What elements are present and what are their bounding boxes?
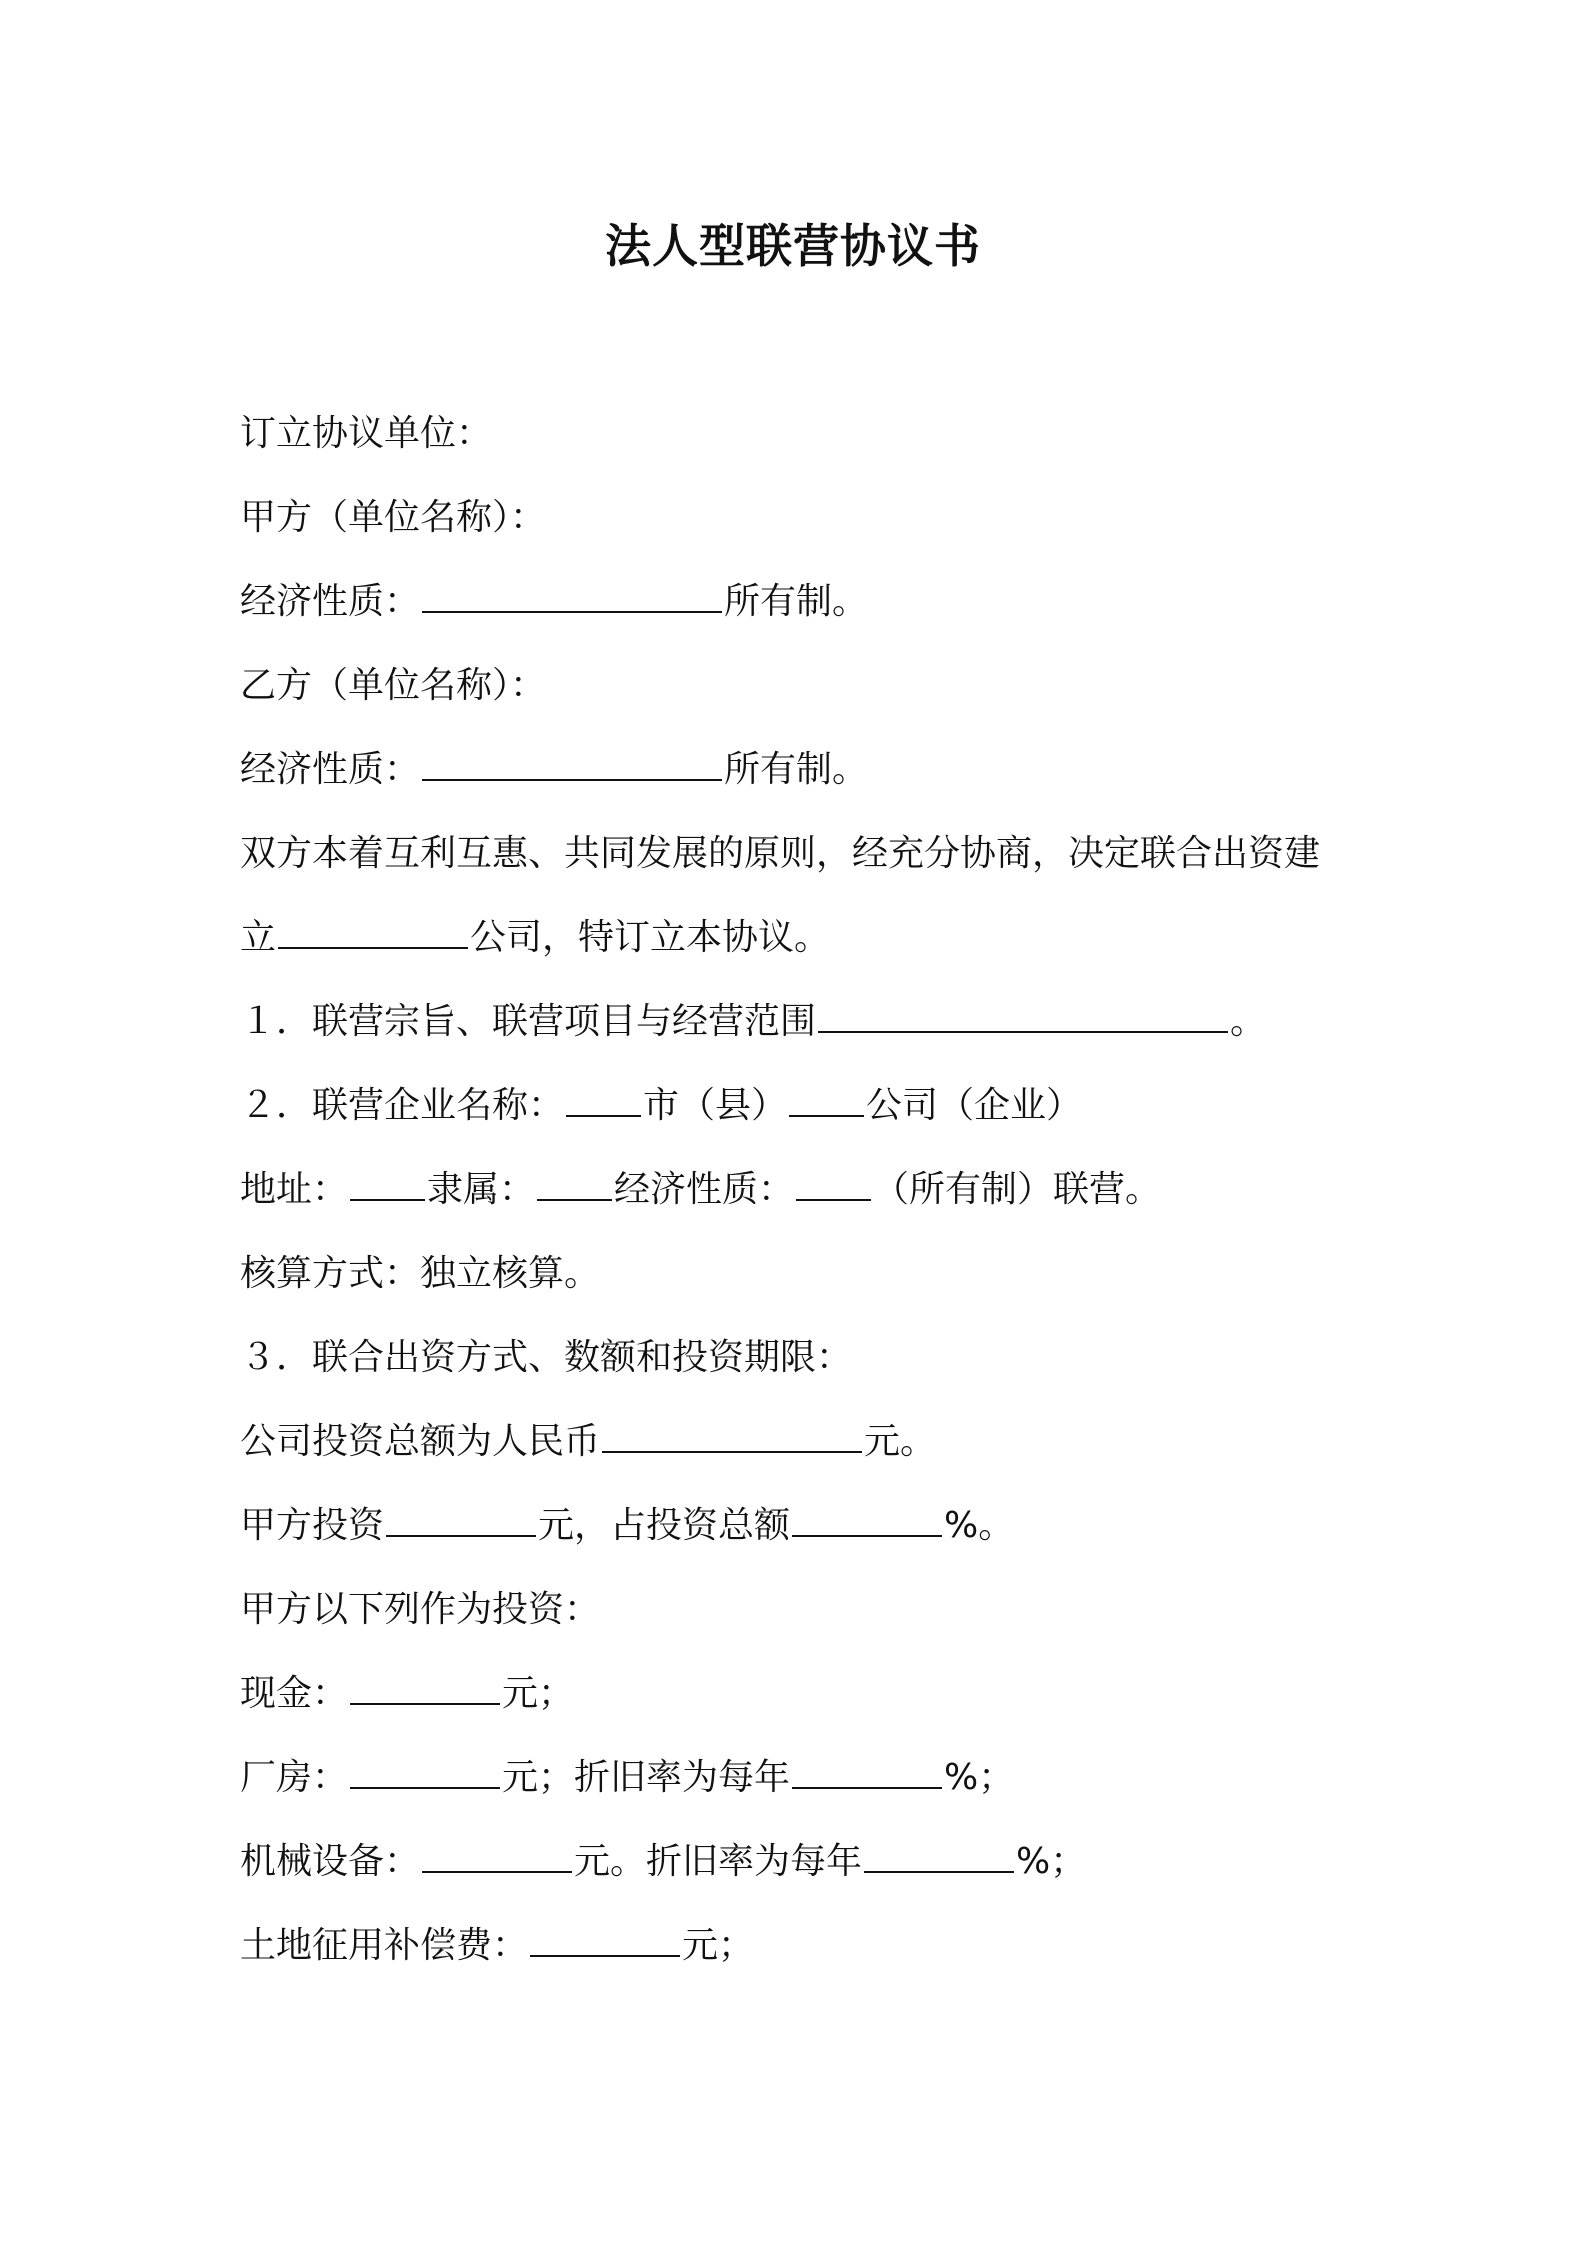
- text: 隶属：: [427, 1169, 536, 1210]
- text: 元。: [864, 1421, 937, 1462]
- text: 元；: [682, 1925, 755, 1966]
- label: 经济性质：: [240, 581, 421, 622]
- cash-line: [240, 1664, 574, 1724]
- machinery-line: [240, 1832, 1086, 1892]
- text: 。: [1230, 1001, 1267, 1042]
- party-b-name-line: [240, 656, 546, 716]
- fill-in-blank[interactable]: [818, 995, 1228, 1033]
- fill-in-blank[interactable]: [386, 1499, 536, 1537]
- text: 元；折旧率为每年: [502, 1757, 791, 1798]
- text: 立: [240, 917, 277, 958]
- party-a-assets-heading: [240, 1580, 600, 1640]
- text: （所有制）联营。: [873, 1169, 1162, 1210]
- fill-in-blank[interactable]: [422, 575, 722, 613]
- fill-in-blank[interactable]: [792, 1499, 942, 1537]
- preamble-continuation-line: [240, 908, 830, 968]
- text: 公司（企业）: [866, 1085, 1083, 1126]
- text: 机械设备：: [240, 1841, 421, 1882]
- text: 甲方以下列作为投资：: [240, 1589, 601, 1630]
- party-a-investment-line: [240, 1496, 1014, 1556]
- suffix: 所有制。: [724, 749, 869, 790]
- text: 双方本着互利互惠、共同发展的原则，经充分协商，决定联合出资建: [240, 833, 1321, 874]
- label: 经济性质：: [240, 749, 421, 790]
- land-compensation-line: [240, 1916, 754, 1976]
- fill-in-blank[interactable]: [530, 1919, 680, 1957]
- document-title: 法人型联营协议书: [605, 219, 981, 273]
- fill-in-blank[interactable]: [796, 1163, 871, 1201]
- fill-in-blank[interactable]: [278, 911, 468, 949]
- clause-2-line: [240, 1076, 1082, 1136]
- party-a-economic-nature-line: [240, 572, 868, 632]
- text: 甲方（单位名称）：: [240, 497, 547, 538]
- text: 现金：: [240, 1673, 349, 1714]
- fill-in-blank[interactable]: [864, 1835, 1014, 1873]
- clause-3-line: [240, 1328, 852, 1388]
- text: 元。折旧率为每年: [574, 1841, 863, 1882]
- text: ３．联合出资方式、数额和投资期限：: [240, 1337, 853, 1378]
- preamble-line: [240, 824, 1320, 884]
- text: %。: [944, 1505, 1015, 1546]
- fill-in-blank[interactable]: [602, 1415, 862, 1453]
- text: 市（县）: [643, 1085, 788, 1126]
- fill-in-blank[interactable]: [792, 1751, 942, 1789]
- party-a-name-line: [240, 488, 546, 548]
- fill-in-blank[interactable]: [537, 1163, 612, 1201]
- text: 公司投资总额为人民币: [240, 1421, 601, 1462]
- accounting-method-line: [240, 1244, 600, 1304]
- fill-in-blank[interactable]: [789, 1079, 864, 1117]
- clause-1-line: [240, 992, 1266, 1052]
- text: ２．联营企业名称：: [240, 1085, 565, 1126]
- party-b-economic-nature-line: [240, 740, 868, 800]
- text: 厂房：: [240, 1757, 349, 1798]
- text: 元，占投资总额: [538, 1505, 791, 1546]
- text: 地址：: [240, 1169, 349, 1210]
- suffix: 所有制。: [724, 581, 869, 622]
- fill-in-blank[interactable]: [350, 1163, 425, 1201]
- text: 经济性质：: [614, 1169, 795, 1210]
- total-investment-line: [240, 1412, 936, 1472]
- contract-parties-heading: [240, 404, 492, 464]
- text: 核算方式：独立核算。: [240, 1253, 601, 1294]
- fill-in-blank[interactable]: [350, 1751, 500, 1789]
- text: 元；: [502, 1673, 575, 1714]
- fill-in-blank[interactable]: [422, 743, 722, 781]
- text: １．联营宗旨、联营项目与经营范围: [240, 1001, 817, 1042]
- plant-line: [240, 1748, 1014, 1808]
- text: 土地征用补偿费：: [240, 1925, 529, 1966]
- address-line: [240, 1160, 1161, 1220]
- text: 乙方（单位名称）：: [240, 665, 547, 706]
- text: 公司，特订立本协议。: [470, 917, 831, 958]
- fill-in-blank[interactable]: [422, 1835, 572, 1873]
- fill-in-blank[interactable]: [566, 1079, 641, 1117]
- text: 甲方投资: [240, 1505, 385, 1546]
- fill-in-blank[interactable]: [350, 1667, 500, 1705]
- text: 订立协议单位：: [240, 413, 493, 454]
- text: %；: [1016, 1841, 1087, 1882]
- text: %；: [944, 1757, 1015, 1798]
